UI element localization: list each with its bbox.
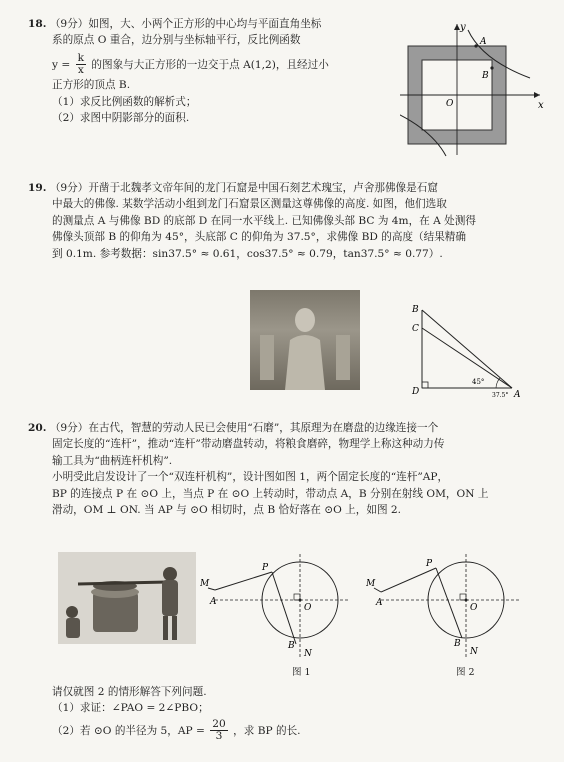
figure-elevation-triangle: [400, 300, 530, 400]
label-A: A: [376, 598, 383, 608]
figure-2-linkage: [366, 548, 526, 668]
sub-question: （1）求反比例函数的解析式；: [52, 95, 197, 108]
label-P: P: [262, 563, 269, 573]
label-B: B: [482, 71, 489, 81]
label-B: B: [454, 639, 461, 649]
figure-1-linkage: [200, 548, 350, 668]
question-text: 佛像头顶部 B 的仰角为 45°，头底部 C 的仰角为 37.5°，求佛像 BD 的高度（结果精确: [52, 231, 466, 244]
question-text: 滑动，OM ⊥ ON. 当 AP 与 ⊙O 相切时，点 B 恰好落在 ⊙O 上，如图 2.: [52, 504, 402, 517]
label-B: B: [288, 641, 295, 651]
question-text: 的图象与大正方形的一边交于点 A(1,2)，且经过小: [91, 58, 329, 71]
question-text: 系的原点 O 重合，边分别与坐标轴平行，反比例函数: [52, 34, 301, 47]
millstone-figurines-icon: [58, 552, 196, 644]
question-text: 输工具为“曲柄连杆机构”.: [52, 454, 173, 467]
label-A: A: [210, 597, 217, 607]
question-text: 固定长度的“连杆”，推动“连杆”带动磨盘转动，将粮食磨碎，物理学上称这种动力传: [52, 438, 445, 451]
label-M: M: [200, 579, 210, 589]
label-C: C: [412, 324, 419, 334]
label-N: N: [470, 647, 478, 657]
question-text: （9分）如图，大、小两个正方形的中心均与平面直角坐标: [49, 18, 322, 30]
formula-y: y =: [52, 58, 71, 71]
question-number: 19.: [28, 182, 47, 194]
statue-silhouette-icon: [250, 290, 360, 390]
label-B: B: [412, 305, 419, 315]
question-number: 18.: [28, 18, 47, 30]
label-x: x: [538, 100, 544, 111]
label-N: N: [304, 649, 312, 659]
question-text: 中最大的佛像. 某数学活动小组到龙门石窟景区测量这尊佛像的高度. 如图，他们选取: [52, 198, 447, 211]
instruction: 请仅就图 2 的情形解答下列问题.: [52, 686, 207, 698]
question-text: 正方形的顶点 B.: [52, 79, 131, 92]
label-A: A: [480, 37, 487, 47]
fraction-20-over-3: $\frac{20}{3}$: [212, 717, 226, 743]
label-D: D: [412, 387, 420, 397]
sub-question: （2）若 ⊙O 的半径为 5，AP = $\frac{20}{3}$ ，求 BP 的长.: [52, 717, 301, 743]
sub-question: （1）求证：∠PAO = 2∠PBO；: [52, 702, 209, 715]
question-text: 到 0.1m. 参考数据：sin37.5° ≈ 0.61，cos37.5° ≈ 0.79，tan37.5° ≈ 0.77）.: [52, 247, 443, 260]
buddha-statue-photo: [250, 290, 360, 390]
question-20-parts: [52, 684, 532, 743]
question-number: 20.: [28, 422, 47, 434]
question-20: [28, 420, 548, 518]
question-text: 小明受此启发设计了一个“双连杆机构”，设计图如图 1，两个固定长度的“连杆”AP，: [52, 471, 449, 484]
question-text: （9分）在古代，智慧的劳动人民已会使用“石磨”，其原理为在磨盘的边缘连接一个: [49, 422, 439, 434]
question-18: [28, 16, 398, 126]
sub-question: （2）求图中阴影部分的面积.: [52, 111, 190, 124]
question-text: 的测量点 A 与佛像 BD 的底部 D 在同一水平线上. 已知佛像头部 BC 为 4m，在 A 处测得: [52, 214, 476, 227]
label-P: P: [426, 559, 433, 569]
fraction-k-over-x: $\frac{k}{x}$: [77, 51, 85, 77]
question-text: BP 的连接点 P 在 ⊙O 上，当点 P 在 ⊙O 上转动时，带动点 A，B 分别在射线 OM，ON 上: [52, 487, 489, 500]
angle-45: 45°: [472, 378, 485, 386]
question-19: [28, 180, 548, 262]
figure-squares-hyperbola: [400, 20, 550, 160]
label-M: M: [366, 579, 376, 589]
angle-37-5: 37.5°: [492, 392, 509, 399]
figure-1-caption: 图 1: [292, 667, 311, 678]
label-O: O: [446, 99, 454, 109]
figure-2-caption: 图 2: [456, 667, 475, 678]
label-y: y: [460, 22, 466, 33]
label-A: A: [514, 390, 521, 400]
question-text: （9分）开凿于北魏孝文帝年间的龙门石窟是中国石刻艺术瑰宝，卢舍那佛像是石窟: [49, 182, 438, 194]
millstone-photo: [58, 552, 196, 644]
label-O: O: [470, 603, 478, 613]
label-O: O: [304, 603, 312, 613]
